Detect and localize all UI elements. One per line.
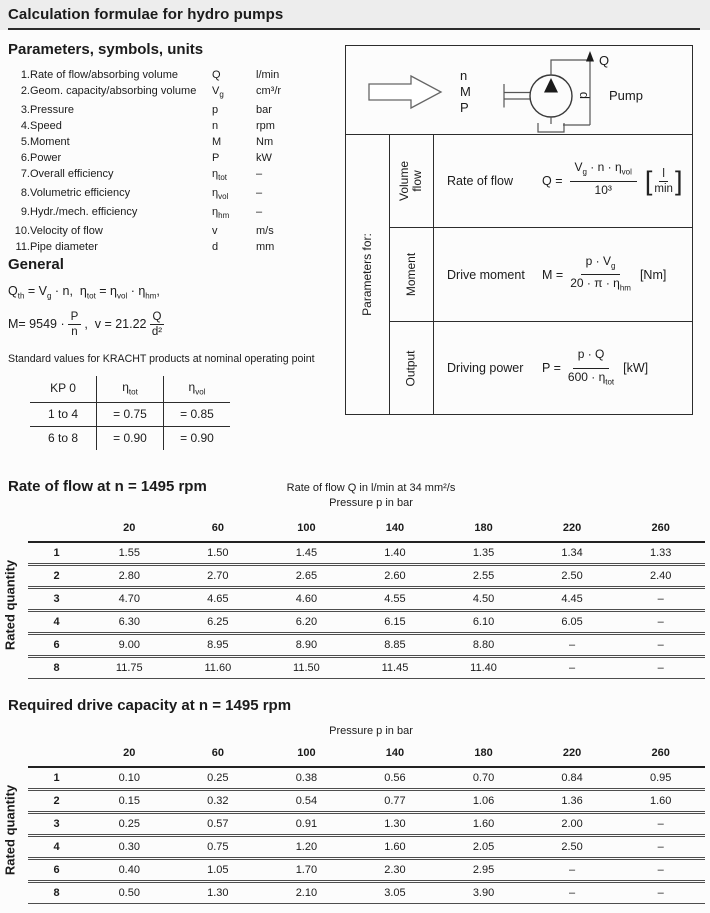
block-arrow-icon <box>369 76 441 108</box>
value-cell: 0.15 <box>85 790 174 813</box>
parameter-row <box>8 224 344 240</box>
pressure-header: 20 <box>85 518 174 542</box>
rated-quantity-cell: 3 <box>28 588 85 611</box>
parameter-label: Speed <box>30 119 62 132</box>
parameter-number: 5. <box>20 135 30 148</box>
formula-unit: [kW] <box>623 361 649 375</box>
parameter-unit: – <box>256 186 263 199</box>
parameters-for-cell <box>346 135 390 414</box>
kp-header-row <box>30 376 230 402</box>
value-cell: – <box>616 657 705 679</box>
pressure-header: 60 <box>174 743 263 767</box>
value-cell: 0.50 <box>85 882 174 904</box>
corner-cell <box>28 743 85 767</box>
value-cell: – <box>616 813 705 836</box>
value-cell: 2.40 <box>616 565 705 588</box>
value-cell: 11.75 <box>85 657 174 679</box>
parameter-symbol: $V_g$ <box>212 84 224 99</box>
value-cell: 0.38 <box>262 767 351 790</box>
formula-lhs: P = <box>542 361 561 375</box>
value-cell: 0.32 <box>174 790 263 813</box>
eta-vol-header: $\eta_{vol}$ <box>164 376 231 402</box>
rated-quantity-cell: 6 <box>28 859 85 882</box>
formula-lhs: Q = <box>542 174 563 188</box>
parameters-for-label: Parameters for: <box>360 233 375 316</box>
value-cell: 1.45 <box>262 542 351 565</box>
kp-row <box>30 402 230 426</box>
value-cell: 2.80 <box>85 565 174 588</box>
value-cell: 1.35 <box>439 542 528 565</box>
value-cell: 3.90 <box>439 882 528 904</box>
value-cell: 1.06 <box>439 790 528 813</box>
value-cell: 1.36 <box>528 790 617 813</box>
value-cell: 4.70 <box>85 588 174 611</box>
pressure-header: 140 <box>351 743 440 767</box>
value-cell: 1.40 <box>351 542 440 565</box>
rated-quantity-cell: 6 <box>28 634 85 657</box>
standards-note: Standard values for KRACHT products at nominal operating point <box>8 353 315 366</box>
parameter-number: 8. <box>20 186 30 199</box>
category-volume-flow: Volume flow <box>390 135 434 228</box>
q-arrow-icon <box>586 51 594 62</box>
kp-size-header: KP 0 <box>30 376 97 402</box>
table-row <box>28 611 705 634</box>
parameter-number: 9. <box>20 206 30 219</box>
rated-quantity-cell: 1 <box>28 542 85 565</box>
value-cell: 4.45 <box>528 588 617 611</box>
table-row <box>28 813 705 836</box>
table-row <box>28 882 705 904</box>
title-bar <box>0 0 710 30</box>
pump-label: Pump <box>608 87 643 103</box>
parameter-number: 11. <box>15 241 30 254</box>
drive-capacity-table <box>28 743 705 904</box>
parameter-unit: – <box>256 206 263 219</box>
eta-tot-header: $\eta_{tot}$ <box>97 376 164 402</box>
value-cell: 2.00 <box>528 813 617 836</box>
formula-name: Rate of flow <box>447 174 514 188</box>
flow-subtitle-line1: Rate of flow Q in l/min at 34 mm²/s <box>286 482 456 494</box>
general-heading: General <box>8 255 64 273</box>
value-cell: 6.05 <box>528 611 617 634</box>
value-cell: – <box>528 882 617 904</box>
title-underline <box>8 28 700 30</box>
parameter-label: Geom. capacity/absorbing volume <box>30 84 197 97</box>
table-row <box>28 859 705 882</box>
value-cell: 0.25 <box>85 813 174 836</box>
formula-drive-moment <box>434 228 692 322</box>
value-cell: 0.30 <box>85 836 174 859</box>
value-cell: 0.54 <box>262 790 351 813</box>
parameter-number: 4. <box>20 119 30 132</box>
pressure-header: 180 <box>439 518 528 542</box>
input-m-label: M <box>459 83 471 99</box>
kp-row <box>30 426 230 450</box>
parameter-symbol: M <box>212 135 222 148</box>
formula-lhs: M = <box>542 267 564 282</box>
value-cell: 0.95 <box>616 767 705 790</box>
parameter-symbol: $\eta_{hm}$ <box>212 206 230 221</box>
pressure-header: 180 <box>439 743 528 767</box>
value-cell: 1.05 <box>174 859 263 882</box>
value-cell: 4.55 <box>351 588 440 611</box>
value-cell: 2.50 <box>528 836 617 859</box>
drive-capacity-section <box>0 697 710 904</box>
kp-value-cell: = 0.85 <box>164 402 231 426</box>
kp-value-cell: = 0.90 <box>97 426 164 450</box>
value-cell: 6.30 <box>85 611 174 634</box>
parameter-label: Moment <box>30 135 70 148</box>
value-cell: – <box>616 836 705 859</box>
value-cell: 4.50 <box>439 588 528 611</box>
corner-cell <box>28 518 85 542</box>
parameter-label: Pressure <box>30 103 75 116</box>
table-row <box>28 790 705 813</box>
pressure-header: 220 <box>528 743 617 767</box>
formula-name: Drive moment <box>447 267 525 282</box>
value-cell: 0.57 <box>174 813 263 836</box>
value-cell: 1.60 <box>439 813 528 836</box>
pressure-header: 220 <box>528 518 617 542</box>
table-row <box>28 565 705 588</box>
value-cell: 8.80 <box>439 634 528 657</box>
value-cell: 11.45 <box>351 657 440 679</box>
parameter-row <box>8 166 344 185</box>
value-cell: 1.50 <box>174 542 263 565</box>
drive-shaft-icon <box>504 84 531 108</box>
kp-size-cell: 1 to 4 <box>30 402 97 426</box>
value-cell: – <box>528 657 617 679</box>
value-cell: – <box>616 882 705 904</box>
value-cell: 1.34 <box>528 542 617 565</box>
parameter-label: Rate of flow/absorbing volume <box>30 68 178 81</box>
value-cell: 1.70 <box>262 859 351 882</box>
parameter-unit: – <box>256 167 263 180</box>
value-cell: 11.60 <box>174 657 263 679</box>
parameter-symbol: p <box>212 103 219 116</box>
parameter-label: Volumetric efficiency <box>30 186 131 199</box>
table-row <box>28 767 705 790</box>
input-n-label: n <box>459 67 467 83</box>
value-cell: 1.55 <box>85 542 174 565</box>
parameter-label: Overall efficiency <box>30 167 114 180</box>
parameter-unit: l/min <box>256 68 280 81</box>
table-row <box>28 836 705 859</box>
parameter-symbol: Q <box>212 68 221 81</box>
rated-quantity-cell: 8 <box>28 882 85 904</box>
value-cell: 4.60 <box>262 588 351 611</box>
category-output: Output <box>390 322 434 414</box>
rated-quantity-cell: 2 <box>28 565 85 588</box>
parameter-row <box>8 240 344 256</box>
tank-icon <box>538 117 564 132</box>
parameter-number: 3. <box>20 103 30 116</box>
formula-unit: [Nm] <box>639 267 667 282</box>
table-row <box>28 634 705 657</box>
parameter-number: 6. <box>20 151 30 164</box>
parameter-row <box>8 134 344 150</box>
value-cell: 1.30 <box>174 882 263 904</box>
parameter-symbol: d <box>212 241 219 254</box>
value-cell: 3.05 <box>351 882 440 904</box>
parameter-row <box>8 185 344 204</box>
value-cell: – <box>528 634 617 657</box>
value-cell: 2.10 <box>262 882 351 904</box>
value-cell: 1.20 <box>262 836 351 859</box>
value-cell: 6.10 <box>439 611 528 634</box>
parameter-row <box>8 102 344 118</box>
parameter-symbol: P <box>212 151 220 164</box>
rated-quantity-cell: 4 <box>28 836 85 859</box>
value-cell: 6.25 <box>174 611 263 634</box>
formula-name: Driving power <box>447 361 524 375</box>
parameter-label: Power <box>30 151 62 164</box>
parameter-unit: rpm <box>256 119 275 132</box>
parameter-label: Pipe diameter <box>30 241 98 254</box>
value-cell: 0.56 <box>351 767 440 790</box>
capacity-table-title: Required drive capacity at n = 1495 rpm <box>8 697 292 714</box>
page-title: Calculation formulae for hydro pumps <box>8 6 284 23</box>
value-cell: 4.65 <box>174 588 263 611</box>
parameter-unit: kW <box>256 151 272 164</box>
rated-quantity-cell: 3 <box>28 813 85 836</box>
pressure-header: 140 <box>351 518 440 542</box>
left-column <box>8 41 344 450</box>
formula-rate-of-flow <box>434 135 692 228</box>
value-cell: 8.90 <box>262 634 351 657</box>
input-p-label: P <box>459 99 469 115</box>
flow-subtitle-line2: Pressure p in bar <box>329 497 413 509</box>
value-cell: 1.60 <box>351 836 440 859</box>
pressure-header: 60 <box>174 518 263 542</box>
value-cell: – <box>528 859 617 882</box>
parameter-unit: bar <box>256 103 272 116</box>
q-label: Q <box>598 52 609 68</box>
kp-size-cell: 6 to 8 <box>47 430 79 445</box>
parameter-number: 1. <box>20 68 30 81</box>
parameter-unit: m/s <box>256 225 274 238</box>
value-cell: 2.65 <box>262 565 351 588</box>
formula-fraction: $\frac{V_g \cdot n \cdot \eta_{vol}}{\text{10³}}$ <box>570 161 637 201</box>
general-equation-1: $Q_{th} = V_g \cdot n$, $\eta_{tot} = \eta_{vol} \cdot \eta_{hm}$, <box>8 283 160 301</box>
value-cell: 8.95 <box>174 634 263 657</box>
parameter-row <box>8 83 344 102</box>
value-cell: 0.77 <box>351 790 440 813</box>
parameter-unit: Nm <box>256 135 274 148</box>
p-label: p <box>574 91 590 99</box>
pressure-header: 20 <box>85 743 174 767</box>
general-equation-2: M= 9549 · $\frac{P}{n}$ , v = 21.22 $\frac{Q}{\text{d²}}$ <box>8 311 344 338</box>
value-cell: 0.10 <box>85 767 174 790</box>
flow-table-title: Rate of flow at n = 1495 rpm <box>8 478 207 495</box>
pressure-header: 260 <box>616 743 705 767</box>
rated-quantity-cell: 4 <box>28 611 85 634</box>
value-cell: 6.15 <box>351 611 440 634</box>
capacity-table-subtitle <box>250 724 492 739</box>
flow-table-subtitle <box>250 481 492 511</box>
value-cell: – <box>616 588 705 611</box>
pressure-header-row <box>28 518 705 542</box>
value-cell: – <box>616 634 705 657</box>
formula-driving-power <box>434 322 692 414</box>
pressure-header: 260 <box>616 518 705 542</box>
category-moment: Moment <box>390 228 434 322</box>
value-cell: 9.00 <box>85 634 174 657</box>
value-cell: 0.70 <box>439 767 528 790</box>
value-cell: 0.40 <box>85 859 174 882</box>
parameter-row <box>8 118 344 134</box>
table-row <box>28 588 705 611</box>
parameter-number: 2. <box>20 84 30 97</box>
parameter-symbol: $\eta_{vol}$ <box>212 186 229 202</box>
value-cell: – <box>616 611 705 634</box>
rated-quantity-cell: 2 <box>28 790 85 813</box>
parameter-symbol: v <box>212 225 218 238</box>
parameter-number: 7. <box>20 167 30 180</box>
parameter-label: Hydr./mech. efficiency <box>30 206 138 219</box>
formula-fraction: $\frac{p \cdot V_g}{20 \cdot \pi \cdot \eta_{hm}}$ <box>570 253 631 293</box>
pump-formula-panel <box>345 45 693 415</box>
parameter-number: 10. <box>14 225 30 238</box>
pressure-header: 100 <box>262 518 351 542</box>
rated-quantity-label: Rated quantity <box>2 784 18 876</box>
pump-schematic <box>346 46 692 135</box>
parameter-symbol: $\eta_{tot}$ <box>212 167 228 182</box>
value-cell: 2.70 <box>174 565 263 588</box>
parameter-symbol: n <box>212 119 219 132</box>
parameter-row <box>8 67 344 83</box>
value-cell: 1.30 <box>351 813 440 836</box>
pump-schematic-svg <box>347 47 692 134</box>
rate-of-flow-section <box>0 478 710 679</box>
pump-symbol-icon <box>530 75 572 117</box>
value-cell: 0.84 <box>528 767 617 790</box>
value-cell: 6.20 <box>262 611 351 634</box>
parameter-row <box>8 150 344 166</box>
unit-bracket-fraction: [ $\frac{l}{\min}$ ] <box>644 166 683 196</box>
value-cell: 2.60 <box>351 565 440 588</box>
parameter-row <box>8 205 344 224</box>
value-cell: 1.60 <box>616 790 705 813</box>
value-cell: 8.85 <box>351 634 440 657</box>
value-cell: 2.50 <box>528 565 617 588</box>
value-cell: 0.25 <box>174 767 263 790</box>
parameters-heading: Parameters, symbols, units <box>8 41 204 58</box>
formula-fraction: $\frac{p \cdot Q}{600 \cdot \eta_{tot}}$ <box>567 347 615 386</box>
value-cell: 11.40 <box>439 657 528 679</box>
rated-quantity-cell: 8 <box>28 657 85 679</box>
kp-standards-table <box>30 376 230 449</box>
value-cell: 2.05 <box>439 836 528 859</box>
value-cell: 2.30 <box>351 859 440 882</box>
pressure-header: 100 <box>262 743 351 767</box>
parameter-unit: cm³/r <box>256 84 282 97</box>
capacity-subtitle-line: Pressure p in bar <box>329 725 413 737</box>
parameter-label: Velocity of flow <box>30 225 103 238</box>
value-cell: 2.95 <box>439 859 528 882</box>
parameters-table <box>8 67 344 256</box>
table-row <box>28 542 705 565</box>
parameter-unit: mm <box>256 241 275 254</box>
value-cell: – <box>616 859 705 882</box>
table-row <box>28 657 705 679</box>
rated-quantity-label: Rated quantity <box>2 559 18 651</box>
pressure-header-row <box>28 743 705 767</box>
kp-value-cell: = 0.90 <box>164 426 231 450</box>
value-cell: 0.91 <box>262 813 351 836</box>
value-cell: 11.50 <box>262 657 351 679</box>
value-cell: 2.55 <box>439 565 528 588</box>
rate-of-flow-table <box>28 518 705 679</box>
value-cell: 0.75 <box>174 836 263 859</box>
value-cell: 1.33 <box>616 542 705 565</box>
kp-value-cell: = 0.75 <box>97 402 164 426</box>
rated-quantity-cell: 1 <box>28 767 85 790</box>
